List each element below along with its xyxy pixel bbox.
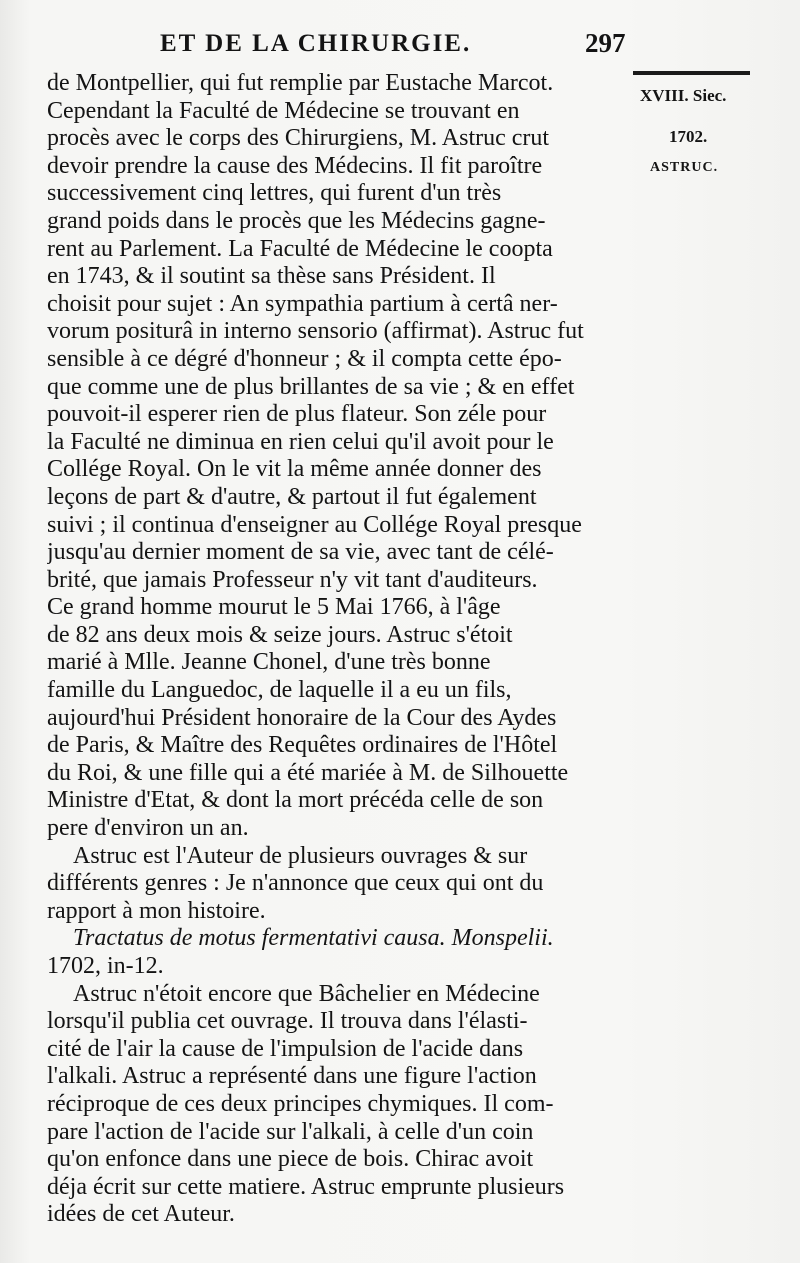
text-line: idées de cet Auteur. (47, 1201, 235, 1228)
text-line: jusqu'au dernier moment de sa vie, avec tant de célé- (47, 539, 554, 566)
running-title: ET DE LA CHIRURGIE. (160, 30, 472, 57)
text-line: grand poids dans le procès que les Médecins gagne- (47, 207, 546, 234)
text-line: l'alkali. Astruc a représenté dans une figure l'action (47, 1063, 537, 1090)
body-text (47, 70, 632, 1229)
text-line: en 1743, & il soutint sa thèse sans Président. Il (47, 263, 496, 290)
text-line: pouvoit-il esperer rien de plus flateur. Son zéle pour (47, 401, 547, 428)
text-line: pare l'action de l'acide sur l'alkali, à celle d'un coin (47, 1118, 534, 1145)
text-line: du Roi, & une fille qui a été mariée à M. de Silhouette (47, 759, 569, 786)
text-line: déja écrit sur cette matiere. Astruc emprunte plusieurs (47, 1173, 565, 1200)
margin-note-century: XVIII. Siec. (640, 86, 727, 105)
margin-note-year: 1702. (669, 127, 708, 146)
text-line: pere d'environ un an. (47, 815, 249, 842)
text-line: sensible à ce dégré d'honneur ; & il compta cette épo- (47, 345, 562, 372)
margin-rule (633, 71, 750, 75)
text-line: qu'on enfonce dans une piece de bois. Chirac avoit (47, 1146, 534, 1173)
text-line: 1702, in-12. (47, 953, 164, 979)
text-line: leçons de part & d'autre, & partout il fut également (47, 483, 537, 510)
text-line: Cependant la Faculté de Médecine se trouvant en (47, 97, 520, 124)
text-line: réciproque de ces deux principes chymiques. Il com- (47, 1090, 554, 1117)
text-line: procès avec le corps des Chirurgiens, M. Astruc crut (47, 125, 550, 152)
text-line: Astruc n'étoit encore que Bâchelier en Médecine (73, 980, 540, 1007)
text-line: la Faculté ne diminua en rien celui qu'il avoit pour le (47, 428, 554, 455)
text-line: Collége Royal. On le vit la même année donner des (47, 456, 542, 483)
text-line: cité de l'air la cause de l'impulsion de l'acide dans (47, 1035, 524, 1062)
text-line: différents genres : Je n'annonce que ceux qui ont du (47, 870, 544, 897)
text-line: choisit pour sujet : An sympathia partium à certâ ner- (47, 290, 558, 317)
page-number: 297 (585, 28, 626, 58)
text-line: suivi ; il continua d'enseigner au Collége Royal presque (47, 511, 582, 538)
text-line: devoir prendre la cause des Médecins. Il fit paroître (47, 152, 543, 179)
text-line: Ce grand homme mourut le 5 Mai 1766, à l'âge (47, 594, 501, 621)
text-line: Astruc est l'Auteur de plusieurs ouvrages & sur (73, 842, 528, 869)
text-line: rent au Parlement. La Faculté de Médecine le coopta (47, 235, 553, 262)
text-line: de Paris, & Maître des Requêtes ordinaires de l'Hôtel (47, 732, 558, 759)
text-line: que comme une de plus brillantes de sa vie ; & en effet (47, 373, 575, 400)
text-line: famille du Languedoc, de laquelle il a eu un fils, (47, 677, 512, 704)
text-line: rapport à mon histoire. (47, 897, 266, 924)
text-line: lorsqu'il publia cet ouvrage. Il trouva dans l'élasti- (47, 1008, 528, 1035)
text-line: de Montpellier, qui fut remplie par Eustache Marcot. (47, 70, 554, 96)
text-line: vorum positurâ in interno sensorio (affirmat). Astruc fut (47, 318, 584, 345)
text-line: Ministre d'Etat, & dont la mort précéda celle de son (47, 787, 544, 814)
text-line: successivement cinq lettres, qui furent d'un très (47, 180, 502, 207)
text-line: marié à Mlle. Jeanne Chonel, d'une très bonne (47, 649, 491, 676)
text-line: brité, que jamais Professeur n'y vit tant d'auditeurs. (47, 566, 538, 593)
margin-note-name: ASTRUC. (650, 160, 719, 175)
text-line: Tractatus de motus fermentativi causa. Monspelii. (73, 925, 554, 952)
text-line: de 82 ans deux mois & seize jours. Astruc s'étoit (47, 621, 513, 648)
text-line: aujourd'hui Président honoraire de la Cour des Aydes (47, 704, 557, 731)
